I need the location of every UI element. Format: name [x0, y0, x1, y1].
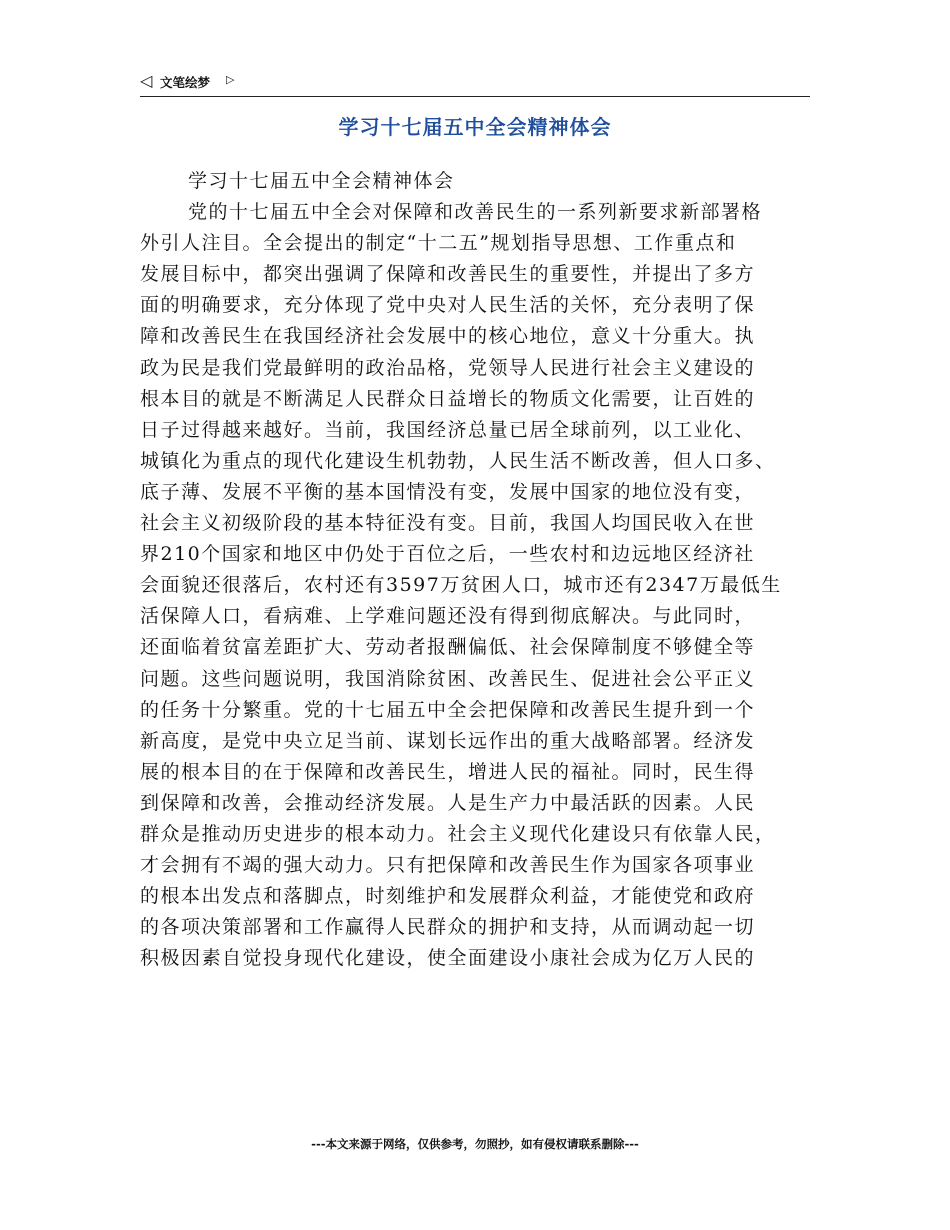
body-line: 到保障和改善，会推动经济发展。人是生产力中最活跃的因素。人民: [140, 791, 756, 814]
body-line: 党的十七届五中全会对保障和改善民生的一系列新要求新部署格: [188, 201, 763, 224]
body-line: 活保障人口，看病难、上学难问题还没有得到彻底解决。与此同时，: [140, 605, 756, 628]
body-line: 才会拥有不竭的强大动力。只有把保障和改善民生作为国家各项事业: [140, 854, 756, 877]
body-line: 底子薄、发展不平衡的基本国情没有变，发展中国家的地位没有变，: [140, 480, 756, 503]
body-line: 外引人注目。全会提出的制定“十二五”规划指导思想、工作重点和: [140, 232, 737, 255]
body-line: 社会主义初级阶段的基本特征没有变。目前，我国人均国民收入在世: [140, 512, 756, 535]
body-subtitle: 学习十七届五中全会精神体会: [188, 170, 455, 192]
document-title: 学习十七届五中全会精神体会: [338, 115, 612, 139]
body-line: 新高度，是党中央立足当前、谋划长远作出的重大战略部署。经济发: [140, 729, 756, 752]
page-footer-disclaimer: ---本文来源于网络，仅供参考，勿照抄，如有侵权请联系删除---: [311, 1137, 639, 1151]
body-line: 还面临着贫富差距扩大、劳动者报酬偏低、社会保障制度不够健全等: [140, 636, 756, 659]
body-line: 的根本出发点和落脚点，时刻维护和发展群众利益，才能使党和政府: [140, 885, 756, 908]
page-header: [140, 70, 810, 97]
body-line: 政为民是我们党最鲜明的政治品格，党领导人民进行社会主义建设的: [140, 356, 756, 379]
body-line: 问题。这些问题说明，我国消除贫困、改善民生、促进社会公平正义: [140, 667, 756, 690]
body-line: 展的根本目的在于保障和改善民生，增进人民的福祉。同时，民生得: [140, 760, 756, 783]
body-line: 日子过得越来越好。当前，我国经济总量已居全球前列，以工业化、: [140, 418, 756, 441]
document-body: [140, 166, 810, 974]
body-line: 的任务十分繁重。党的十七届五中全会把保障和改善民生提升到一个: [140, 698, 756, 721]
site-name: 文笔绘梦: [160, 75, 211, 90]
body-line: 发展目标中，都突出强调了保障和改善民生的重要性，并提出了多方: [140, 263, 756, 286]
right-triangle-icon: ▷: [226, 73, 235, 86]
body-line: 面的明确要求，充分体现了党中央对人民生活的关怀，充分表明了保: [140, 294, 756, 317]
body-line: 障和改善民生在我国经济社会发展中的核心地位，意义十分重大。执: [140, 325, 756, 348]
body-line: 群众是推动历史进步的根本动力。社会主义现代化建设只有依靠人民，: [140, 822, 776, 845]
left-triangle-icon: ◁: [140, 71, 153, 90]
body-line: 城镇化为重点的现代化建设生机勃勃，人民生活不断改善，但人口多、: [140, 449, 776, 472]
body-line: 的各项决策部署和工作赢得人民群众的拥护和支持，从而调动起一切: [140, 916, 756, 939]
body-line: 界210个国家和地区中仍处于百位之后，一些农村和边远地区经济社: [140, 543, 755, 566]
body-line: 积极因素自觉投身现代化建设，使全面建设小康社会成为亿万人民的: [140, 947, 756, 970]
body-line: 根本目的就是不断满足人民群众日益增长的物质文化需要，让百姓的: [140, 387, 756, 410]
body-line: 会面貌还很落后，农村还有3597万贫困人口，城市还有2347万最低生: [140, 574, 782, 597]
